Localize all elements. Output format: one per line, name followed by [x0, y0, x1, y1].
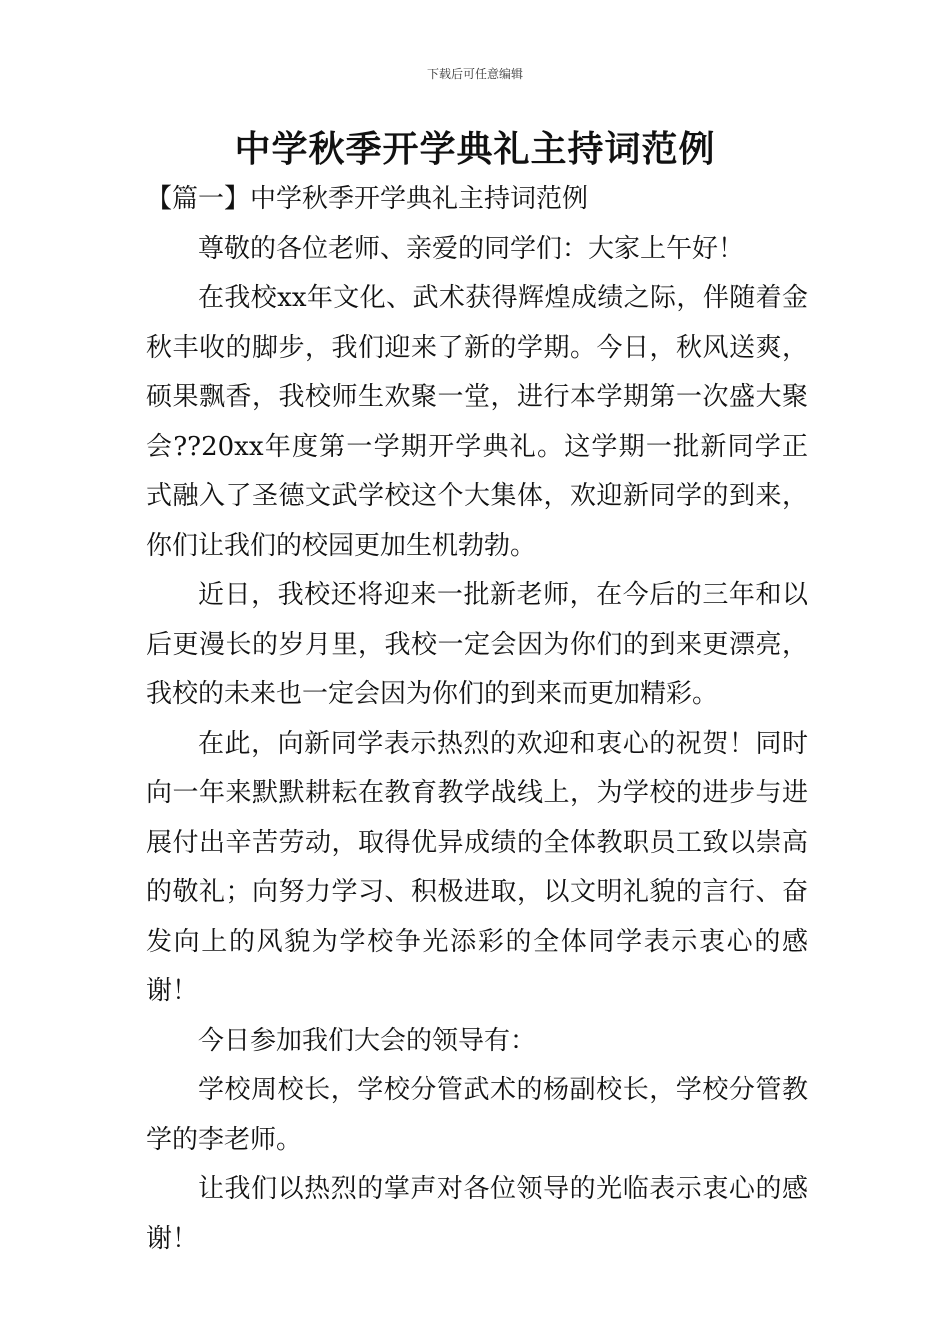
- paragraph: 让我们以热烈的掌声对各位领导的光临表示衷心的感谢！: [146, 1174, 808, 1254]
- document-title: 中学秋季开学典礼主持词范例: [234, 129, 716, 170]
- paragraph: 近日，我校还将迎来一批新老师，在今后的三年和以后更漫长的岁月里，我校一定会因为你们的到来更漂亮，我校的未来也一定会因为你们的到来而更加精彩。: [146, 580, 808, 709]
- paragraph: 在我校xx年文化、武术获得辉煌成绩之际，伴随着金秋丰收的脚步，我们迎来了新的学期。今日，秋风送爽，硕果飘香，我校师生欢聚一堂，进行本学期第一次盛大聚会??20xx年度第一学期开学典礼。这学期一批新同学正式融入了圣德文武学校这个大集体，欢迎新同学的到来，你们让我们的校园更加生机勃勃。: [146, 283, 808, 561]
- section-heading: 【篇一】中学秋季开学典礼主持词范例: [146, 184, 589, 214]
- paragraph: 学校周校长，学校分管武术的杨副校长，学校分管教学的李老师。: [146, 1075, 808, 1155]
- paragraph: 今日参加我们大会的领导有：: [198, 1025, 537, 1056]
- header-note: 下载后可任意编辑: [426, 67, 523, 81]
- paragraph-greeting: 尊敬的各位老师、亲爱的同学们：大家上午好！: [198, 233, 745, 264]
- document-body: [146, 175, 808, 1264]
- paragraph: 在此，向新同学表示热烈的欢迎和衷心的祝贺！同时向一年来默默耕耘在教育教学战线上，为学校的进步与进展付出辛苦劳动，取得优异成绩的全体教职员工致以崇高的敬礼；向努力学习、积极进取，以文明礼貌的言行、奋发向上的风貌为学校争光添彩的全体同学表示衷心的感谢！: [146, 728, 808, 1006]
